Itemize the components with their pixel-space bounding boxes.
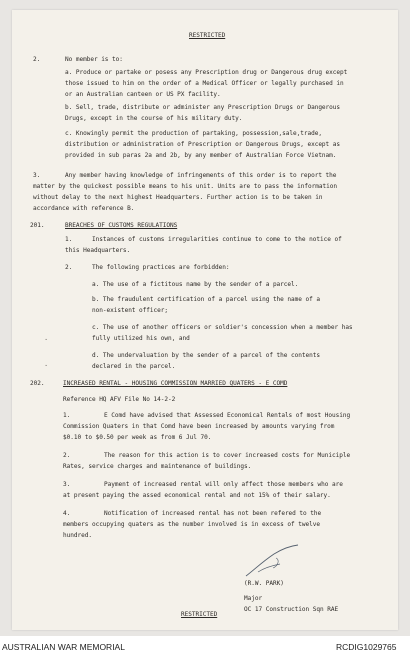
section-201-item-a: a. The use of a fictitous name by the sender of a parcel.: [92, 281, 299, 288]
para-2c-line-3: provided in sub paras 2a and 2b, by any member of Australian Force Vietnam.: [65, 152, 337, 159]
para-2c-line-2: distribution or administration of Prescription or Dangerous Drugs, except as: [65, 141, 341, 148]
para-3-number: 3.: [33, 172, 41, 179]
section-201-heading: BREACHES OF CUSTOMS REGULATIONS: [65, 222, 178, 229]
section-201-item-c-line-2: fully utilized his own, and: [92, 335, 190, 342]
section-202-p3-line-1: Payment of increased rental will only affect those members who are: [104, 481, 343, 488]
archive-name: AUSTRALIAN WAR MEMORIAL: [2, 642, 125, 652]
section-201-p2-number: 2.: [65, 264, 73, 271]
section-202-p1-line-1: E Comd have advised that Assessed Economical Rentals of most Housing: [104, 412, 351, 419]
para-3-line-4: accordance with reference B.: [33, 205, 135, 212]
section-202-p1-line-2: Commission Quaters in that Comd have been increased by amounts varying from: [63, 423, 335, 430]
para-2a-line-1: a. Produce or partake or posess any Prescription drug or Dangerous drug except: [65, 69, 348, 76]
section-202-p4-number: 4.: [63, 510, 71, 517]
para-3-line-3: without delay to the next highest Headquarters. Further action is to be taken in: [33, 194, 323, 201]
section-202-p1-number: 1.: [63, 412, 71, 419]
section-201-number: 201.: [30, 222, 45, 229]
para-2b-line-1: b. Sell, trade, distribute or administer any Prescription Drugs or Dangerous: [65, 104, 341, 111]
section-202-p2-number: 2.: [63, 452, 71, 459]
section-202-p4-line-2: members occupying quaters as the number involved is in excess of twelve: [63, 521, 320, 528]
classification-header: RESTRICTED: [189, 32, 226, 39]
section-202-p3-line-2: at present paying the assed economical rental and not 15% of their salary.: [63, 492, 331, 499]
handwritten-signature: [240, 542, 320, 582]
margin-mark: ·: [44, 336, 49, 344]
section-201-p1-line-2: this Headquarters.: [65, 247, 131, 254]
para-3-line-2: matter by the quickest possible means to his unit. Units are to pass the information: [33, 183, 337, 190]
section-201-p1-line-1: Instances of customs irregularities continue to come to the notice of: [92, 236, 342, 243]
para-2c-line-1: c. Knowingly permit the production of partaking, possession,sale,trade,: [65, 130, 322, 137]
signatory-unit: OC 17 Construction Sqn RAE: [244, 606, 339, 613]
section-201-item-c-line-1: c. The use of another officers or soldier's concession when a member has: [92, 324, 353, 331]
section-201-item-b-line-1: b. The fraudulent certification of a parcel using the name of a: [92, 296, 320, 303]
section-202-p2-line-2: Rates, service charges and maintenance of buildings.: [63, 463, 252, 470]
para-2-intro: No member is to:: [65, 56, 123, 63]
signatory-name: (R.W. PARK): [244, 580, 284, 587]
para-2a-line-3: or an Australian canteen or US PX facility.: [65, 91, 221, 98]
para-2a-line-2: those issued to him on the order of a Medical Officer or legally purchased in: [65, 80, 344, 87]
section-202-p1-line-3: $0.10 to $0.50 per week as from 6 Jul 70.: [63, 434, 212, 441]
section-201-p2: The following practices are forbidden:: [92, 264, 230, 271]
section-202-p2-line-1: The reason for this action is to cover increased costs for Municiple: [104, 452, 351, 459]
section-202-number: 202.: [30, 380, 45, 387]
section-201-item-b-line-2: non-existent officer;: [92, 307, 168, 314]
section-202-p3-number: 3.: [63, 481, 71, 488]
para-2-number: 2.: [33, 56, 41, 63]
para-2b-line-2: Drugs, except in the course of his military duty.: [65, 115, 243, 122]
section-201-item-d-line-1: d. The undervaluation by the sender of a parcel of the contents: [92, 352, 320, 359]
section-202-reference: Reference HQ AFV File No 14-2-2: [63, 396, 176, 403]
section-202-heading: INCREASED RENTAL - HOUSING COMMISSION MARRIED QUATERS - E COMD: [63, 380, 288, 387]
section-201-item-d-line-2: declared in the parcel.: [92, 363, 176, 370]
section-202-p4-line-3: hundred.: [63, 532, 92, 539]
classification-footer: RESTRICTED: [181, 611, 218, 618]
para-3-line-1: Any member having knowledge of infringements of this order is to report the: [65, 172, 337, 179]
record-id: RCDIG1029765: [336, 642, 397, 652]
section-201-p1-number: 1.: [65, 236, 73, 243]
signatory-rank: Major: [244, 595, 263, 602]
margin-mark: ·: [44, 362, 49, 370]
section-202-p4-line-1: Notification of increased rental has not been refered to the: [104, 510, 322, 517]
